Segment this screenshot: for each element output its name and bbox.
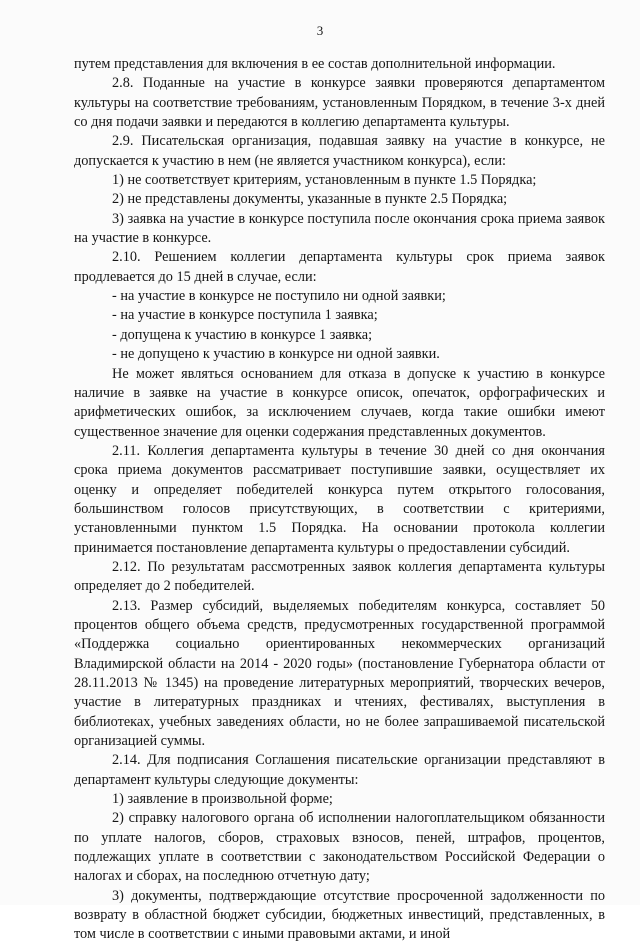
list-item-2-10-b: - на участие в конкурсе поступила 1 заявка; (112, 307, 378, 324)
paragraph-2-12: 2.12. По результатам рассмотренных заявок коллегия департамента культуры определяет до 2 победителей. (74, 558, 605, 595)
list-item-2-10-a: - на участие в конкурсе не поступило ни одной заявки; (112, 288, 446, 305)
list-item-2-9-3: 3) заявка на участие в конкурсе поступила после окончания срока приема заявок на участие в конкурсе. (74, 210, 605, 247)
list-item-2-9-1: 1) не соответствует критериям, установленным в пункте 1.5 Порядка; (112, 172, 537, 189)
list-item-2-14-1: 1) заявление в произвольной форме; (112, 791, 333, 808)
paragraph-continuation: путем представления для включения в ее состав дополнительной информации. (74, 56, 556, 72)
list-item-2-14-3: 3) документы, подтверждающие отсутствие просроченной задолженности по возврату в областной бюджет субсидии, бюджетных инвестиций, представленных, в том числе в соответствии с иными правовыми актами, и иной (74, 887, 605, 943)
paragraph-admission-note: Не может являться основанием для отказа в допуске к участию в конкурсе наличие в заявке на участие в конкурсе описок, опечаток, орфографических и арифметических ошибок, за исключением случаев, когда такие ошибки имеют существенное значение для оценки содержания представленных документов. (74, 365, 605, 440)
list-item-2-10-d: - не допущено к участию в конкурсе ни одной заявки. (112, 346, 440, 363)
paragraph-2-11: 2.11. Коллегия департамента культуры в течение 30 дней со дня окончания срока приема документов рассматривает поступившие заявки, осуществляет их оценку и определяет победителей конкурса путем открытого голосования, большинством голосов присутствующих, в соответствии с критериями, установленными пунктом 1.5 Порядка. На основании протокола коллегии принимается постановление департамента культуры о предоставлении субсидий. (74, 442, 605, 556)
list-item-2-9-2: 2) не представлены документы, указанные в пункте 2.5 Порядка; (112, 191, 508, 208)
paragraph-2-14: 2.14. Для подписания Соглашения писательские организации представляют в департамент культуры следующие документы: (74, 752, 605, 788)
list-item-2-10-c: - допущена к участию в конкурсе 1 заявка; (112, 326, 373, 343)
paragraph-2-13: 2.13. Размер субсидий, выделяемых победителям конкурса, составляет 50 процентов общего объема средств, предусмотренных государственной программой «Поддержка социально ориентированных некоммерческих организаций Владимирской области на 2014 - 2020 годы» (постановление Губернатора области от 28.11.2013 № 1345) на проведение литературных мероприятий, творческих вечеров, участие в литературных праздниках и чтениях, фестивалях, выступления в библиотеках, учебных заведениях области, но не более запрашиваемой писательской организацией суммы. (74, 597, 605, 750)
page-number: 3 (316, 23, 324, 38)
document-body (74, 55, 605, 945)
paragraph-2-10: 2.10. Решением коллегии департамента культуры срок приема заявок продлевается до 15 дней в случае, если: (74, 249, 605, 285)
paragraph-2-9: 2.9. Писательская организация, подавшая заявку на участие в конкурсе, не допускается к участию в нем (не является участником конкурса), если: (74, 133, 605, 169)
paragraph-2-8: 2.8. Поданные на участие в конкурсе заявки проверяются департаментом культуры на соответствие требованиям, установленным Порядком, в течение 3-х дней со дня подачи заявки и передаются в коллегию департамента культуры. (74, 75, 605, 131)
list-item-2-14-2: 2) справку налогового органа об исполнении налогоплательщиком обязанности по уплате налогов, сборов, страховых взносов, пеней, штрафов, процентов, подлежащих уплате в соответствии с законодательством Российской Федерации о налогах и сборах, на последнюю отчетную дату; (74, 810, 605, 885)
